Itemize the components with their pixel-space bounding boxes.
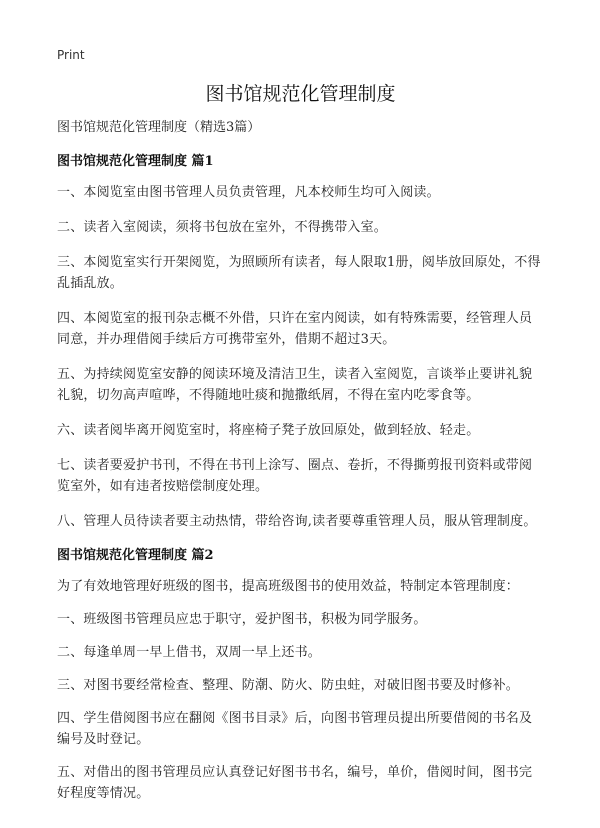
paragraph: 七、读者要爱护书刊，不得在书刊上涂写、圈点、卷折，不得撕剪报刊资料或带阅览室外，如有违者按赔偿制度处理。 [57,458,533,494]
paragraph: 二、读者入室阅读，须将书包放在室外，不得携带入室。 [57,220,388,235]
section-2 [57,546,544,804]
paragraph: 八、管理人员待读者要主动热情，带给咨询,读者要尊重管理人员，服从管理制度。 [57,514,537,529]
document-subtitle: 图书馆规范化管理制度（精选3篇） [57,120,261,135]
section-heading: 图书馆规范化管理制度 篇1 [57,154,214,169]
paragraph: 一、班级图书管理员应忠于职守，爱护图书，积极为同学服务。 [57,612,427,627]
document-title: 图书馆规范化管理制度 [205,83,396,105]
paragraph: 二、每逢单周一早上借书，双周一早上还书。 [57,645,322,660]
paragraph: 三、对图书要经常检查、整理、防潮、防火、防虫蛀，对破旧图书要及时修补。 [57,678,520,693]
section-1 [57,152,544,532]
paragraph: 为了有效地管理好班级的图书，提高班级图书的使用效益，特制定本管理制度： [57,579,520,594]
section-heading: 图书馆规范化管理制度 篇2 [57,548,214,563]
paragraph: 五、对借出的图书管理员应认真登记好图书书名，编号，单价，借阅时间，图书完好程度等情况。 [57,765,533,801]
print-link[interactable]: Print [57,48,85,62]
paragraph: 一、本阅览室由图书管理人员负责管理，凡本校师生均可入阅读。 [57,185,440,200]
paragraph: 四、学生借阅图书应在翻阅《图书目录》后，向图书管理员提出所要借阅的书名及编号及时登记。 [57,711,533,747]
paragraph: 四、本阅览室的报刊杂志概不外借，只许在室内阅读，如有特殊需要，经管理人员同意，并办理借阅手续后方可携带室外，借期不超过3天。 [57,311,533,347]
paragraph: 六、读者阅毕离开阅览室时，将座椅子凳子放回原处，做到轻放、轻走。 [57,423,480,438]
paragraph: 三、本阅览室实行开架阅览，为照顾所有读者，每人限取1册，阅毕放回原处，不得乱插乱放。 [57,255,541,291]
paragraph: 五、为持续阅览室安静的阅读环境及清洁卫生，读者入室阅览，言谈举止要讲礼貌礼貌，切勿高声喧哗，不得随地吐痰和抛撒纸屑，不得在室内吃零食等。 [57,367,533,403]
